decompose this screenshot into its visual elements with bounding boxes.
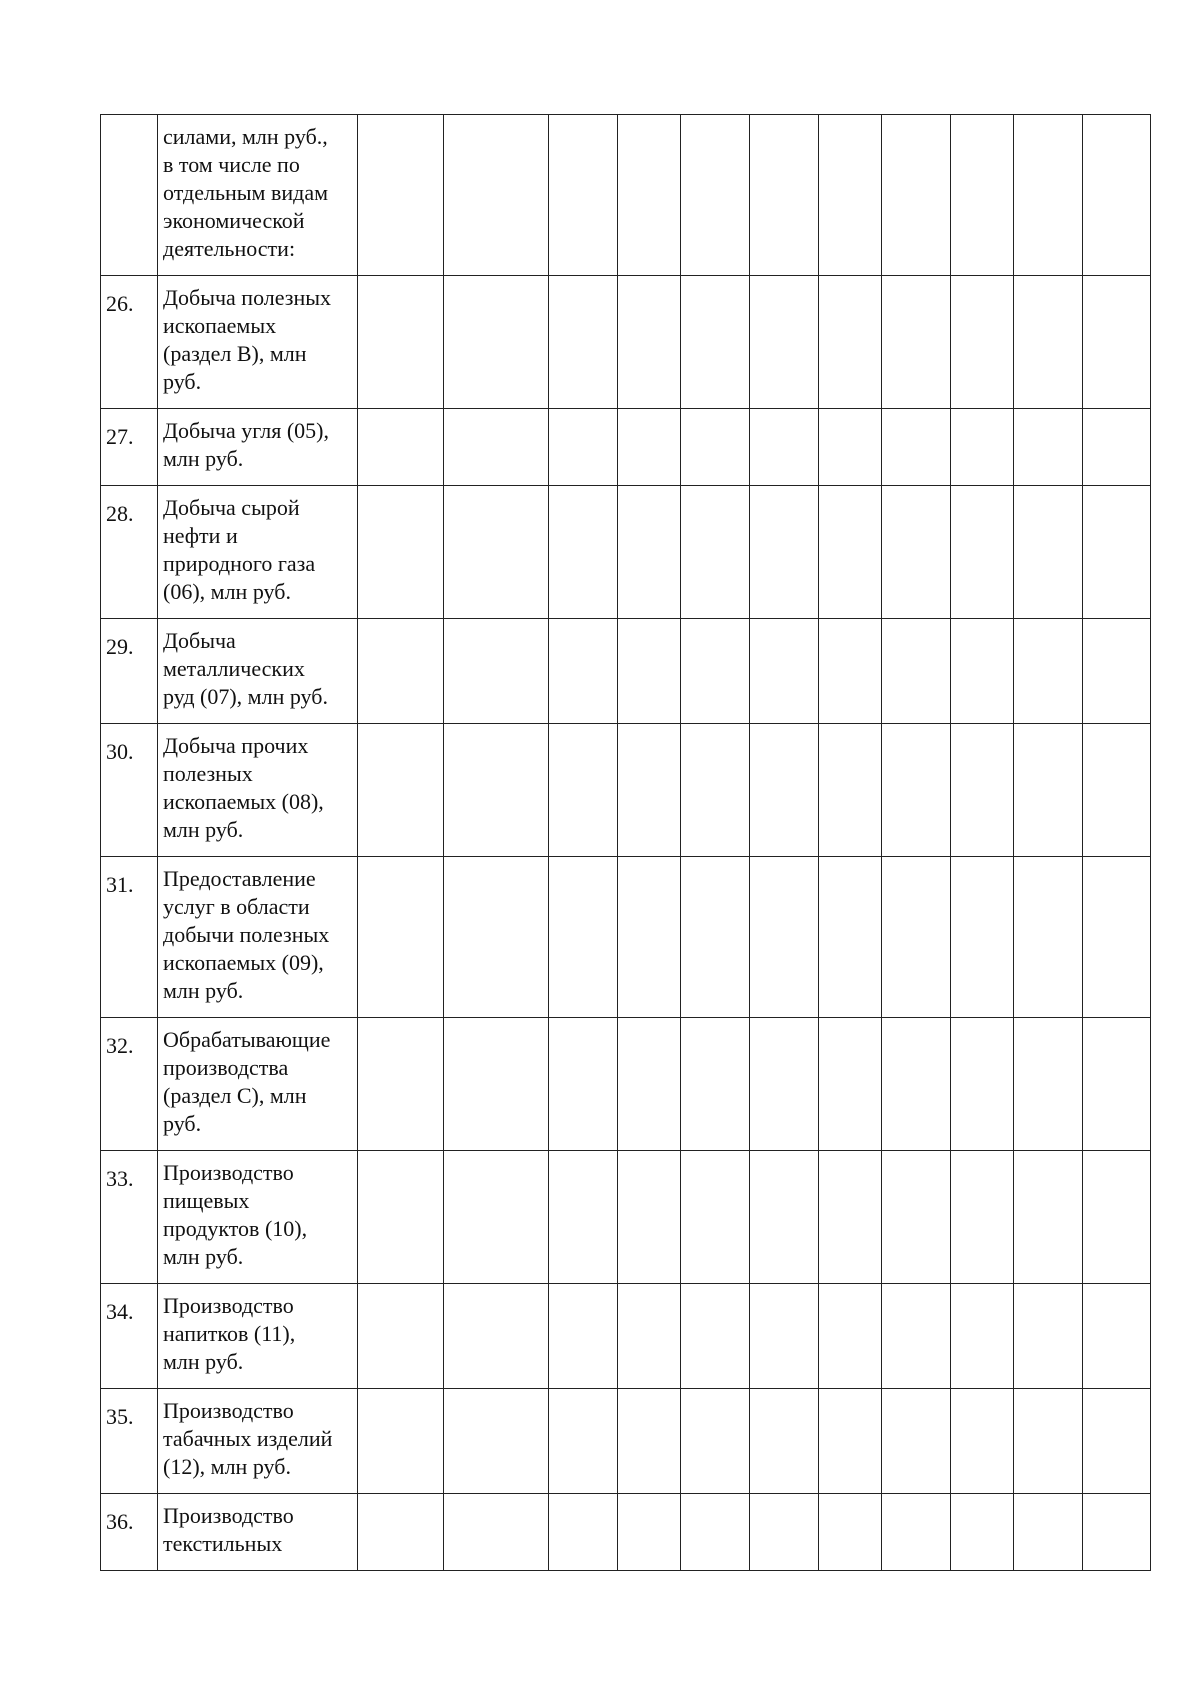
value-cell[interactable]	[1014, 276, 1083, 409]
value-cell[interactable]	[444, 1284, 549, 1389]
value-cell[interactable]	[882, 409, 951, 486]
value-cell[interactable]	[951, 1494, 1014, 1571]
value-cell[interactable]	[681, 619, 750, 724]
value-cell[interactable]	[1014, 724, 1083, 857]
indicator-table	[100, 114, 1151, 1571]
row-label: Производство напитков (11), млн руб.	[158, 1284, 358, 1389]
value-cell[interactable]	[882, 857, 951, 1018]
value-cell[interactable]	[681, 1494, 750, 1571]
value-cell[interactable]	[1083, 409, 1151, 486]
row-label: Производство пищевых продуктов (10), млн руб.	[158, 1151, 358, 1284]
row-label: Производство табачных изделий (12), млн руб.	[158, 1389, 358, 1494]
value-cell[interactable]	[750, 276, 819, 409]
value-cell[interactable]	[750, 1284, 819, 1389]
value-cell[interactable]	[882, 619, 951, 724]
value-cell[interactable]	[618, 486, 681, 619]
row-number: 29.	[101, 619, 158, 724]
value-cell[interactable]	[1014, 115, 1083, 276]
row-number: 33.	[101, 1151, 158, 1284]
value-cell[interactable]	[681, 115, 750, 276]
row-number: 31.	[101, 857, 158, 1018]
value-cell[interactable]	[750, 857, 819, 1018]
value-cell[interactable]	[444, 724, 549, 857]
value-cell[interactable]	[444, 276, 549, 409]
value-cell[interactable]	[819, 724, 882, 857]
value-cell[interactable]	[549, 115, 618, 276]
value-cell[interactable]	[750, 1494, 819, 1571]
value-cell[interactable]	[882, 115, 951, 276]
value-cell[interactable]	[358, 1494, 444, 1571]
value-cell[interactable]	[618, 115, 681, 276]
value-cell[interactable]	[819, 1151, 882, 1284]
value-cell[interactable]	[819, 1018, 882, 1151]
table-row	[101, 276, 1151, 409]
value-cell[interactable]	[1014, 1018, 1083, 1151]
value-cell[interactable]	[618, 276, 681, 409]
value-cell[interactable]	[681, 857, 750, 1018]
value-cell[interactable]	[1014, 1284, 1083, 1389]
value-cell[interactable]	[951, 1284, 1014, 1389]
table-row	[101, 1018, 1151, 1151]
table-row	[101, 409, 1151, 486]
value-cell[interactable]	[618, 1018, 681, 1151]
row-number: 27.	[101, 409, 158, 486]
row-label: Добыча угля (05), млн руб.	[158, 409, 358, 486]
value-cell[interactable]	[358, 619, 444, 724]
value-cell[interactable]	[444, 486, 549, 619]
value-cell[interactable]	[951, 619, 1014, 724]
value-cell[interactable]	[951, 1389, 1014, 1494]
row-number: 35.	[101, 1389, 158, 1494]
value-cell[interactable]	[1083, 857, 1151, 1018]
value-cell[interactable]	[549, 619, 618, 724]
value-cell[interactable]	[618, 409, 681, 486]
value-cell[interactable]	[444, 115, 549, 276]
table-row	[101, 619, 1151, 724]
value-cell[interactable]	[549, 1151, 618, 1284]
value-cell[interactable]	[444, 857, 549, 1018]
value-cell[interactable]	[444, 1494, 549, 1571]
value-cell[interactable]	[819, 115, 882, 276]
value-cell[interactable]	[882, 1494, 951, 1571]
value-cell[interactable]	[681, 409, 750, 486]
value-cell[interactable]	[681, 1151, 750, 1284]
value-cell[interactable]	[549, 1018, 618, 1151]
value-cell[interactable]	[1014, 486, 1083, 619]
value-cell[interactable]	[951, 1018, 1014, 1151]
value-cell[interactable]	[358, 115, 444, 276]
value-cell[interactable]	[549, 1284, 618, 1389]
value-cell[interactable]	[358, 724, 444, 857]
row-label: Добыча прочих полезных ископаемых (08), млн руб.	[158, 724, 358, 857]
table-row	[101, 115, 1151, 276]
row-number	[101, 115, 158, 276]
value-cell[interactable]	[1083, 1494, 1151, 1571]
value-cell[interactable]	[618, 1389, 681, 1494]
value-cell[interactable]	[951, 857, 1014, 1018]
value-cell[interactable]	[681, 1389, 750, 1494]
row-label: Добыча сырой нефти и природного газа (06), млн руб.	[158, 486, 358, 619]
value-cell[interactable]	[951, 409, 1014, 486]
value-cell[interactable]	[549, 857, 618, 1018]
value-cell[interactable]	[750, 486, 819, 619]
value-cell[interactable]	[951, 1151, 1014, 1284]
value-cell[interactable]	[444, 1018, 549, 1151]
value-cell[interactable]	[618, 724, 681, 857]
value-cell[interactable]	[358, 857, 444, 1018]
value-cell[interactable]	[882, 1018, 951, 1151]
table-row	[101, 1284, 1151, 1389]
value-cell[interactable]	[882, 276, 951, 409]
value-cell[interactable]	[444, 1151, 549, 1284]
value-cell[interactable]	[358, 1389, 444, 1494]
value-cell[interactable]	[549, 724, 618, 857]
value-cell[interactable]	[444, 409, 549, 486]
value-cell[interactable]	[681, 724, 750, 857]
value-cell[interactable]	[618, 1284, 681, 1389]
value-cell[interactable]	[951, 115, 1014, 276]
table-row	[101, 1151, 1151, 1284]
value-cell[interactable]	[819, 1494, 882, 1571]
value-cell[interactable]	[1083, 1151, 1151, 1284]
value-cell[interactable]	[618, 857, 681, 1018]
value-cell[interactable]	[1014, 619, 1083, 724]
value-cell[interactable]	[1083, 486, 1151, 619]
value-cell[interactable]	[819, 1389, 882, 1494]
value-cell[interactable]	[358, 276, 444, 409]
value-cell[interactable]	[1083, 1284, 1151, 1389]
value-cell[interactable]	[549, 1494, 618, 1571]
value-cell[interactable]	[882, 486, 951, 619]
row-label: Обрабатывающие производства (раздел C), млн руб.	[158, 1018, 358, 1151]
value-cell[interactable]	[882, 1389, 951, 1494]
value-cell[interactable]	[358, 409, 444, 486]
value-cell[interactable]	[681, 1284, 750, 1389]
value-cell[interactable]	[681, 1018, 750, 1151]
value-cell[interactable]	[951, 486, 1014, 619]
value-cell[interactable]	[819, 1284, 882, 1389]
value-cell[interactable]	[1014, 409, 1083, 486]
value-cell[interactable]	[750, 409, 819, 486]
value-cell[interactable]	[951, 276, 1014, 409]
value-cell[interactable]	[750, 1018, 819, 1151]
row-label: Добыча металлических руд (07), млн руб.	[158, 619, 358, 724]
row-label: силами, млн руб., в том числе по отдельным видам экономической деятельности:	[158, 115, 358, 276]
value-cell[interactable]	[819, 857, 882, 1018]
value-cell[interactable]	[819, 276, 882, 409]
row-number: 34.	[101, 1284, 158, 1389]
value-cell[interactable]	[358, 486, 444, 619]
value-cell[interactable]	[882, 1284, 951, 1389]
value-cell[interactable]	[951, 724, 1014, 857]
value-cell[interactable]	[358, 1284, 444, 1389]
value-cell[interactable]	[1014, 857, 1083, 1018]
value-cell[interactable]	[444, 619, 549, 724]
value-cell[interactable]	[549, 276, 618, 409]
row-label: Производство текстильных	[158, 1494, 358, 1571]
value-cell[interactable]	[1083, 1018, 1151, 1151]
row-number: 28.	[101, 486, 158, 619]
value-cell[interactable]	[444, 1389, 549, 1494]
table-row	[101, 486, 1151, 619]
value-cell[interactable]	[1083, 724, 1151, 857]
value-cell[interactable]	[819, 619, 882, 724]
value-cell[interactable]	[819, 409, 882, 486]
value-cell[interactable]	[750, 724, 819, 857]
value-cell[interactable]	[549, 1389, 618, 1494]
value-cell[interactable]	[882, 724, 951, 857]
value-cell[interactable]	[549, 486, 618, 619]
row-number: 30.	[101, 724, 158, 857]
table-row	[101, 1389, 1151, 1494]
row-number: 32.	[101, 1018, 158, 1151]
value-cell[interactable]	[618, 619, 681, 724]
value-cell[interactable]	[1014, 1389, 1083, 1494]
value-cell[interactable]	[1014, 1151, 1083, 1284]
value-cell[interactable]	[750, 1389, 819, 1494]
value-cell[interactable]	[1083, 619, 1151, 724]
value-cell[interactable]	[750, 115, 819, 276]
value-cell[interactable]	[681, 486, 750, 619]
value-cell[interactable]	[1083, 115, 1151, 276]
value-cell[interactable]	[618, 1151, 681, 1284]
table-row	[101, 724, 1151, 857]
row-label: Добыча полезных ископаемых (раздел B), млн руб.	[158, 276, 358, 409]
table-row	[101, 857, 1151, 1018]
value-cell[interactable]	[1083, 1389, 1151, 1494]
value-cell[interactable]	[750, 619, 819, 724]
row-number: 36.	[101, 1494, 158, 1571]
value-cell[interactable]	[1014, 1494, 1083, 1571]
value-cell[interactable]	[882, 1151, 951, 1284]
value-cell[interactable]	[358, 1018, 444, 1151]
value-cell[interactable]	[549, 409, 618, 486]
row-label: Предоставление услуг в области добычи полезных ископаемых (09), млн руб.	[158, 857, 358, 1018]
value-cell[interactable]	[819, 486, 882, 619]
value-cell[interactable]	[1083, 276, 1151, 409]
value-cell[interactable]	[358, 1151, 444, 1284]
table-row	[101, 1494, 1151, 1571]
row-number: 26.	[101, 276, 158, 409]
value-cell[interactable]	[750, 1151, 819, 1284]
value-cell[interactable]	[618, 1494, 681, 1571]
value-cell[interactable]	[681, 276, 750, 409]
